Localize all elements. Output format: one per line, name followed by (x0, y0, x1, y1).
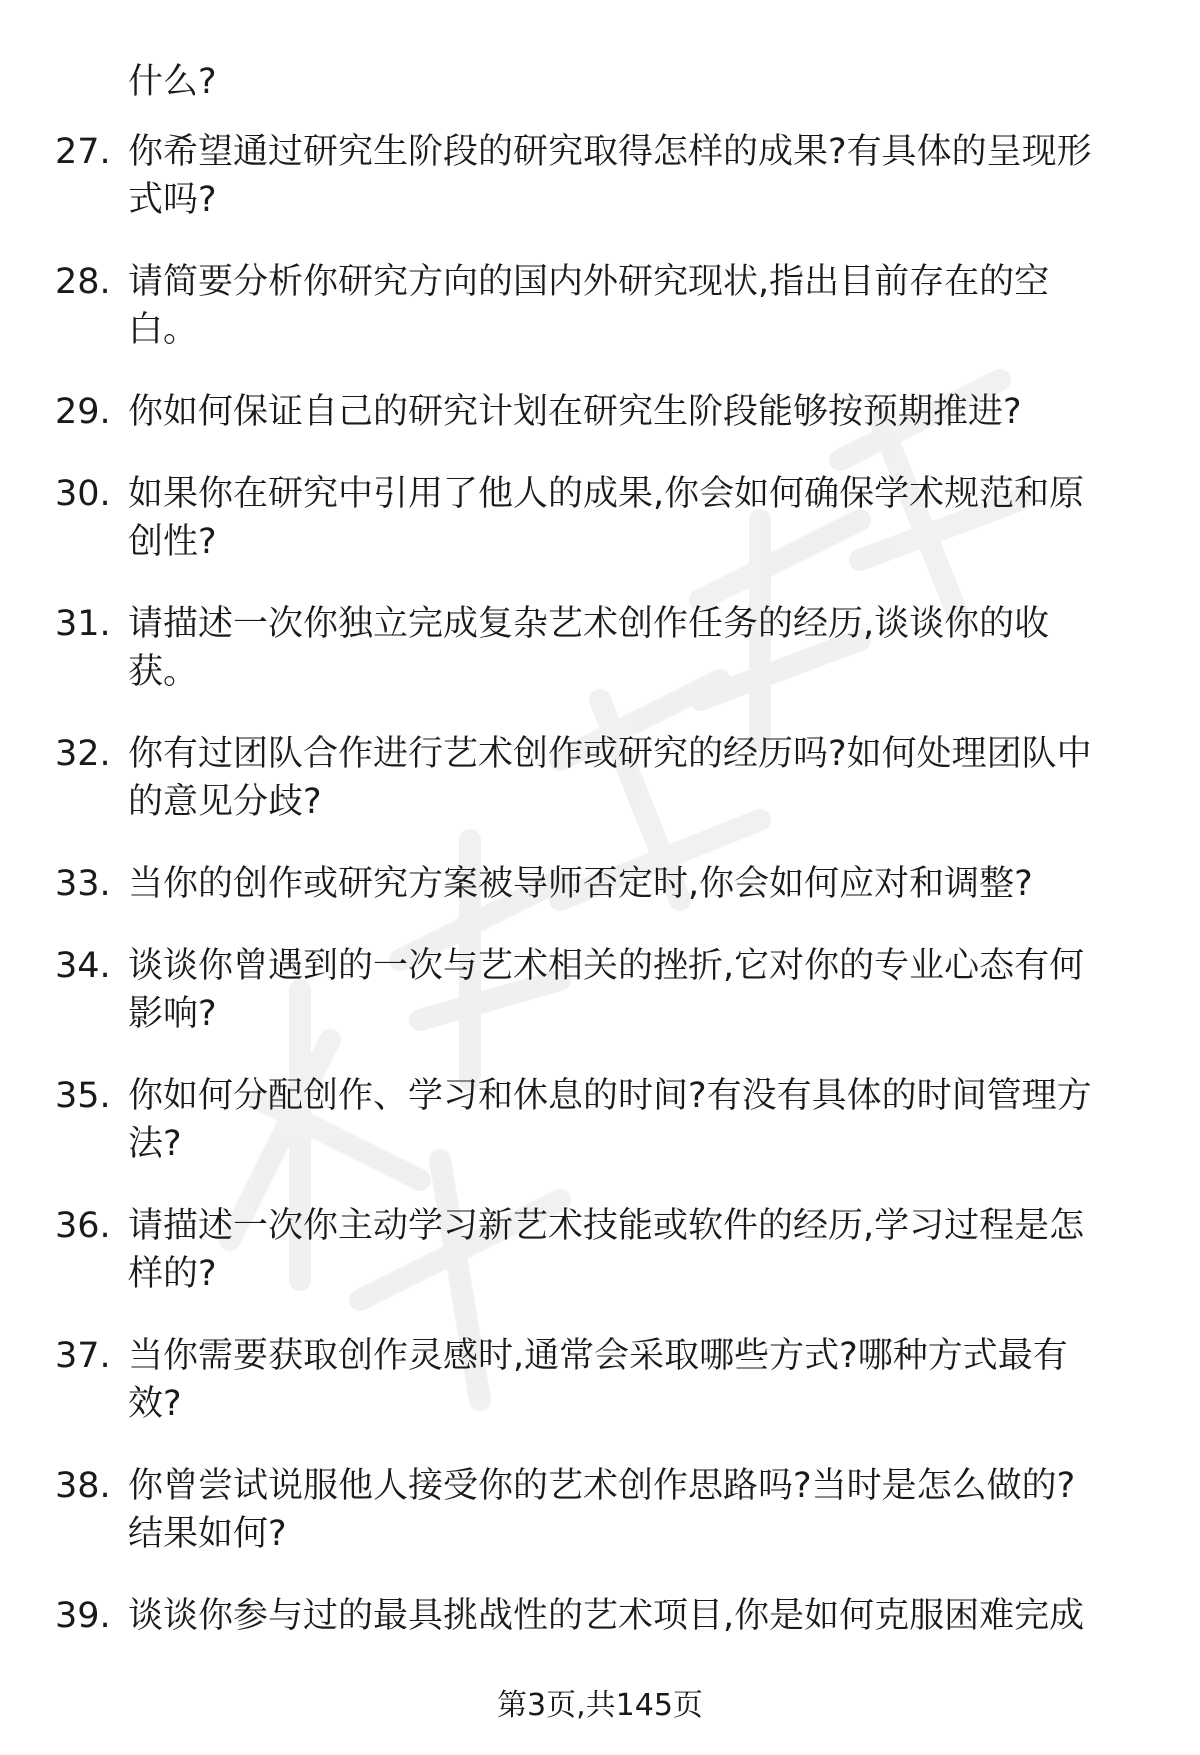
question-text (128, 1202, 1138, 1298)
question-text (128, 860, 1138, 908)
question-text (128, 730, 1138, 826)
question-item (0, 1332, 1200, 1428)
question-text (128, 128, 1138, 224)
question-number: 39. (55, 1596, 111, 1636)
question-number: 34. (55, 946, 111, 986)
question-text-line: 谈谈你参与过的最具挑战性的艺术项目,你是如何克服困难完成 (128, 1596, 1085, 1636)
question-item (0, 942, 1200, 1038)
question-text-line: 谈谈你曾遇到的一次与艺术相关的挫折,它对你的专业心态有何 (128, 946, 1085, 986)
question-text-line: 当你的创作或研究方案被导师否定时,你会如何应对和调整? (128, 864, 1033, 904)
question-number: 29. (55, 392, 111, 432)
question-text-line: 影响? (128, 994, 217, 1034)
question-text-line: 白。 (128, 310, 199, 350)
continuation-line: 什么? (128, 62, 217, 102)
question-text-line: 结果如何? (128, 1514, 287, 1554)
question-text-line: 请简要分析你研究方向的国内外研究现状,指出目前存在的空 (128, 262, 1050, 302)
page-footer: 第3页,共145页 (497, 1688, 703, 1723)
question-list (0, 128, 1200, 1674)
question-text (128, 1592, 1138, 1640)
question-number: 38. (55, 1466, 111, 1506)
question-text-line: 获。 (128, 652, 199, 692)
question-item (0, 1592, 1200, 1640)
question-text (128, 1072, 1138, 1168)
question-text-line: 法? (128, 1124, 182, 1164)
question-number: 32. (55, 734, 111, 774)
question-text-line: 的意见分歧? (128, 782, 322, 822)
question-text (128, 600, 1138, 696)
question-text (128, 258, 1138, 354)
question-text (128, 1462, 1138, 1558)
question-number: 36. (55, 1206, 111, 1246)
question-item (0, 1462, 1200, 1558)
question-item (0, 470, 1200, 566)
question-item (0, 600, 1200, 696)
question-item (0, 128, 1200, 224)
question-item (0, 258, 1200, 354)
question-text (128, 470, 1138, 566)
question-number: 30. (55, 474, 111, 514)
question-text-line: 式吗? (128, 180, 217, 220)
question-text (128, 1332, 1138, 1428)
question-item (0, 1072, 1200, 1168)
question-text-line: 效? (128, 1384, 182, 1424)
question-text-line: 如果你在研究中引用了他人的成果,你会如何确保学术规范和原 (128, 474, 1085, 514)
question-text (128, 388, 1138, 436)
question-text-line: 你曾尝试说服他人接受你的艺术创作思路吗?当时是怎么做的? (128, 1466, 1076, 1506)
question-number: 33. (55, 864, 111, 904)
question-number: 27. (55, 132, 111, 172)
question-text-line: 当你需要获取创作灵感时,通常会采取哪些方式?哪种方式最有 (128, 1336, 1068, 1376)
question-number: 31. (55, 604, 111, 644)
question-text-line: 请描述一次你独立完成复杂艺术创作任务的经历,谈谈你的收 (128, 604, 1050, 644)
question-number: 37. (55, 1336, 111, 1376)
question-text (128, 942, 1138, 1038)
question-number: 28. (55, 262, 111, 302)
question-item (0, 1202, 1200, 1298)
question-text-line: 创性? (128, 522, 217, 562)
question-text-line: 你如何分配创作、学习和休息的时间?有没有具体的时间管理方 (128, 1076, 1092, 1116)
question-item (0, 388, 1200, 436)
question-number: 35. (55, 1076, 111, 1116)
question-text-line: 你如何保证自己的研究计划在研究生阶段能够按预期推进? (128, 392, 1022, 432)
question-text-line: 你希望通过研究生阶段的研究取得怎样的成果?有具体的呈现形 (128, 132, 1092, 172)
question-text-line: 样的? (128, 1254, 217, 1294)
question-item (0, 730, 1200, 826)
question-item (0, 860, 1200, 908)
question-text-line: 请描述一次你主动学习新艺术技能或软件的经历,学习过程是怎 (128, 1206, 1085, 1246)
question-text-line: 你有过团队合作进行艺术创作或研究的经历吗?如何处理团队中 (128, 734, 1092, 774)
